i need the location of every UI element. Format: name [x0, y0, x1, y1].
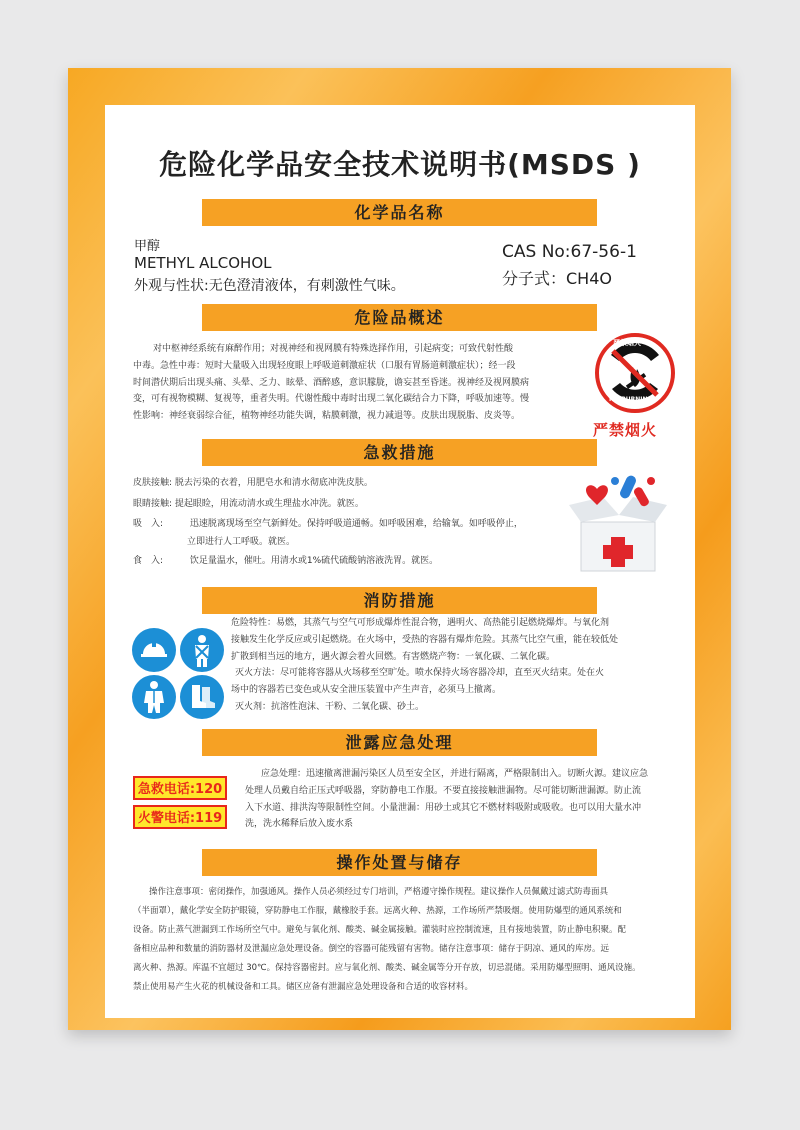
storage-line: 备相应品种和数量的消防器材及泄漏应急处理设备。倒空的容器可能残留有害物。储存注意事项：储存于阴凉、通风的库房。远 — [133, 944, 610, 954]
first-aid-row — [187, 534, 295, 547]
storage-line: 离火种、热源。库温不宜超过 30℃。保持容器密封。应与氧化剂、酸类、碱金属等分开存放，切忌混储。采用防爆型照明、通风设施。 — [133, 963, 641, 973]
fire-line: 危险特性：易燃，其蒸气与空气可形成爆炸性混合物，遇明火、高热能引起燃烧爆炸。与氧化剂 — [231, 618, 610, 628]
hazard-line: 对中枢神经系统有麻醉作用；对视神经和视网膜有特殊选择作用，引起病变；可致代射性酸 — [153, 344, 514, 354]
first-aid-row — [133, 496, 364, 509]
chemical-name-cn: 甲醇 — [134, 239, 161, 254]
first-aid-row — [133, 553, 438, 566]
leak-line: 洗，洗水稀释后放入废水系 — [245, 819, 354, 830]
chemical-name-en: METHYL ALCOHOL — [134, 254, 272, 272]
hazard-overview-text — [133, 341, 588, 425]
cas-number: CAS No:67-56-1 — [502, 242, 637, 262]
no-burning-label: 严禁烟火 — [593, 421, 658, 439]
storage-line: 禁止使用易产生火花的机械设备和工具。储区应备有泄漏应急处理设备和合适的收容材料。 — [133, 982, 474, 992]
protective-suit-icon — [132, 675, 176, 719]
storage-text — [133, 883, 678, 997]
hazard-line: 中毒。急性中毒：短时大量吸入出现轻度眼上呼吸道刺激症状（口服有胃肠道刺激症状）；经一段 — [133, 360, 516, 371]
first-aid-text: 迅速脱离现场至空气新鲜处。保持呼吸道通畅。如呼吸困难，给输氧。如呼吸停止， — [189, 519, 523, 529]
page-title: 危险化学品安全技术说明书(MSDS ) — [159, 148, 641, 181]
storage-line: 设备。防止蒸气泄漏到工作场所空气中。避免与氧化剂、酸类、碱金属接触。灌装时应控制流速，且有接地装置，防止静电积聚。配 — [133, 925, 627, 935]
first-aid-text: 提起眼睑，用流动清水或生理盐水冲洗。就医。 — [174, 499, 364, 509]
first-aid-text: 立即进行人工呼吸。就医。 — [187, 537, 296, 547]
first-aid-label: 眼睛接触: — [133, 499, 173, 509]
no-burning-sign-top-text: 严禁烟火 — [613, 339, 641, 347]
first-aid-label: 吸 入: — [133, 519, 164, 529]
leak-line: 入下水道、排洪沟等限制性空间。小量泄漏：用砂土或其它不燃材料吸附或吸收。也可以用大量水冲 — [245, 802, 642, 813]
fire-phone-badge: 火警电话:119 — [133, 805, 227, 829]
safety-boots-icon — [180, 675, 224, 719]
emergency-phone-badge: 急救电话:120 — [133, 776, 227, 800]
section-header-first-aid: 急救措施 — [202, 439, 597, 466]
hazard-line: 性影响：神经衰弱综合征，植物神经功能失调，粘膜刺激，视力减退等。皮肤出现脱脂、皮炎等。 — [133, 411, 521, 422]
first-aid-text: 脱去污染的衣着，用肥皂水和清水彻底冲洗皮肤。 — [174, 478, 373, 488]
storage-line: 操作注意事项：密闭操作，加强通风。操作人员必须经过专门培训，严格遵守操作规程。建议操作人员佩戴过滤式防毒面具 — [149, 887, 609, 897]
storage-line: （半面罩），戴化学安全防护眼镜，穿防静电工作服，戴橡胶手套。远离火种、热源，工作场所严禁吸烟。使用防爆型的通风系统和 — [133, 906, 622, 916]
section-header-leak: 泄露应急处理 — [202, 729, 597, 756]
fire-line: 灭火方法：尽可能将容器从火场移至空旷处。喷水保持火场容器冷却，直至灭火结束。处在火 — [235, 668, 605, 679]
section-header-chemical-name: 化学品名称 — [202, 199, 597, 226]
section-header-fire: 消防措施 — [202, 587, 597, 614]
first-aid-row — [133, 516, 523, 529]
fire-line: 灭火剂：抗溶性泡沫、干粉、二氧化碳、砂土。 — [235, 701, 425, 712]
chemical-appearance: 外观与性状:无色澄清液体，有刺激性气味。 — [134, 278, 405, 294]
first-aid-label: 皮肤接触: — [133, 478, 173, 488]
first-aid-row — [133, 475, 373, 488]
fire-measures-text — [231, 615, 671, 716]
fire-line: 接触发生化学反应或引起燃烧。在火场中，受热的容器有爆炸危险。其蒸气比空气重，能在较低处 — [231, 634, 619, 645]
msds-sheet — [105, 105, 695, 1018]
hazard-line: 时间潜伏期后出现头痛、头晕、乏力、眩晕、酒醉感，意识朦胧，谵妄甚至昏迷。视神经及视网膜病 — [133, 377, 530, 388]
leak-handling-text — [245, 766, 675, 833]
fire-line: 扩散到相当远的地方，遇火源会着火回燃。有害燃烧产物：一氧化碳、二氧化碳。 — [231, 651, 556, 662]
molecular-formula: 分子式：CH4O — [502, 269, 612, 288]
first-aid-text: 饮足量温水，催吐。用清水或1%硫代硫酸钠溶液洗胃。就医。 — [189, 556, 439, 566]
safety-harness-icon — [180, 628, 224, 672]
no-burning-sign-bottom-text: NO BURNING — [609, 396, 653, 403]
helmet-icon — [132, 628, 176, 672]
leak-line: 应急处理：迅速撤离泄漏污染区人员至安全区，并进行隔离，严格限制出入。切断火源。建议应急 — [261, 769, 649, 779]
leak-line: 处理人员戴自给正压式呼吸器，穿防静电工作服。不要直接接触泄漏物。尽可能切断泄漏源。防止流 — [245, 785, 642, 796]
section-header-hazard: 危险品概述 — [202, 304, 597, 331]
first-aid-kit-icon — [563, 467, 673, 577]
section-header-storage: 操作处置与储存 — [202, 849, 597, 876]
first-aid-label: 食 入: — [133, 556, 164, 566]
hazard-line: 变，可有视物模糊、复视等，重者失明。代谢性酸中毒时出现二氧化碳结合力下降，呼吸加速等。慢 — [133, 394, 530, 405]
fire-line: 场中的容器若已变色或从安全泄压装置中产生声音，必须马上撤离。 — [231, 685, 502, 696]
